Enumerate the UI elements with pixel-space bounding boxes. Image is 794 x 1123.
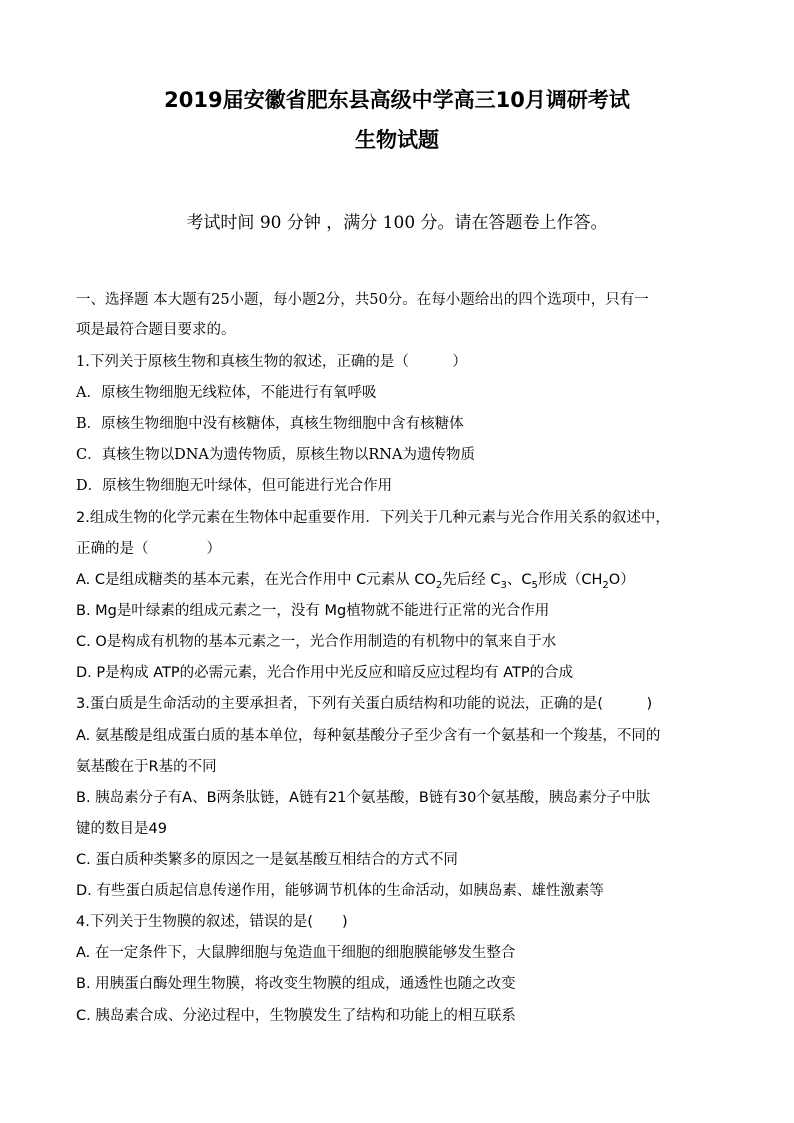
- q3-option-a-line1: A. 氨基酸是组成蛋白质的基本单位，每种氨基酸分子至少含有一个氨基和一个羧基，不同的: [76, 728, 661, 744]
- q2-option-b: B. Mg是叶绿素的组成元素之一，没有 Mg植物就不能进行正常的光合作用: [76, 603, 550, 619]
- q4-option-c: C. 胰岛素合成、分泌过程中，生物膜发生了结构和功能上的相互联系: [76, 1008, 516, 1024]
- q2-stem-line1: 2.组成生物的化学元素在生物体中起重要作用．下列关于几种元素与光合作用关系的叙述中，: [76, 510, 670, 526]
- q3-stem: 3.蛋白质是生命活动的主要承担者，下列有关蛋白质结构和功能的说法，正确的是( ): [76, 696, 653, 712]
- q1-stem: 1.下列关于原核生物和真核生物的叙述，正确的是（ ）: [76, 354, 467, 370]
- q4-option-a: A. 在一定条件下，大鼠脾细胞与兔造血干细胞的细胞膜能够发生整合: [76, 945, 516, 961]
- q1-option-b: B．原核生物细胞中没有核糖体，真核生物细胞中含有核糖体: [76, 416, 464, 432]
- q1-option-c: C．真核生物以DNA为遗传物质，原核生物以RNA为遗传物质: [76, 447, 475, 463]
- q3-option-a-line2: 氨基酸在于R基的不同: [76, 759, 217, 775]
- q4-option-b: B. 用胰蛋白酶处理生物膜，将改变生物膜的组成，通透性也随之改变: [76, 976, 516, 992]
- q3-option-d: D. 有些蛋白质起信息传递作用，能够调节机体的生命活动，如胰岛素、雄性激素等: [76, 883, 604, 899]
- q3-option-c: C. 蛋白质种类繁多的原因之一是氨基酸互相结合的方式不同: [76, 852, 458, 868]
- q2-option-a: A. C是组成糖类的基本元素，在光合作用中 C元素从 $CO_2$先后经 $C_3$、$C_5$形成$(CH_2O)$: [76, 572, 635, 591]
- q3-option-b-line2: 键的数目是49: [76, 821, 167, 837]
- q3-option-b-line1: B. 胰岛素分子有A、B两条肽链，A链有21个氨基酸，B链有30个氨基酸，胰岛素分子中肽: [76, 790, 651, 806]
- q1-option-d: D．原核生物细胞无叶绿体，但可能进行光合作用: [76, 478, 393, 494]
- exam-info: 考试时间 90 分钟 ，满分 100 分。请在答题卷上作答。: [186, 213, 608, 233]
- q2-stem-line2: 正确的是（ ）: [76, 541, 221, 557]
- section-intro-line2: 项是最符合题目要求的。: [76, 322, 236, 338]
- q4-stem: 4.下列关于生物膜的叙述，错误的是( ): [76, 914, 348, 930]
- q2-option-d: D. P是构成 ATP的必需元素，光合作用中光反应和暗反应过程均有 ATP的合成: [76, 665, 574, 681]
- q1-option-a: A．原核生物细胞无线粒体，不能进行有氧呼吸: [76, 385, 377, 401]
- section-intro-line1: 一、选择题 本大题有25小题，每小题2分，共50分。在每小题给出的四个选项中，只有一: [76, 292, 649, 308]
- exam-title: 2019届安徽省肥东县高级中学高三10月调研考试: [164, 88, 630, 112]
- q2-option-c: C. O是构成有机物的基本元素之一，光合作用制造的有机物中的氧来自于水: [76, 634, 557, 650]
- exam-subject: 生物试题: [355, 128, 439, 152]
